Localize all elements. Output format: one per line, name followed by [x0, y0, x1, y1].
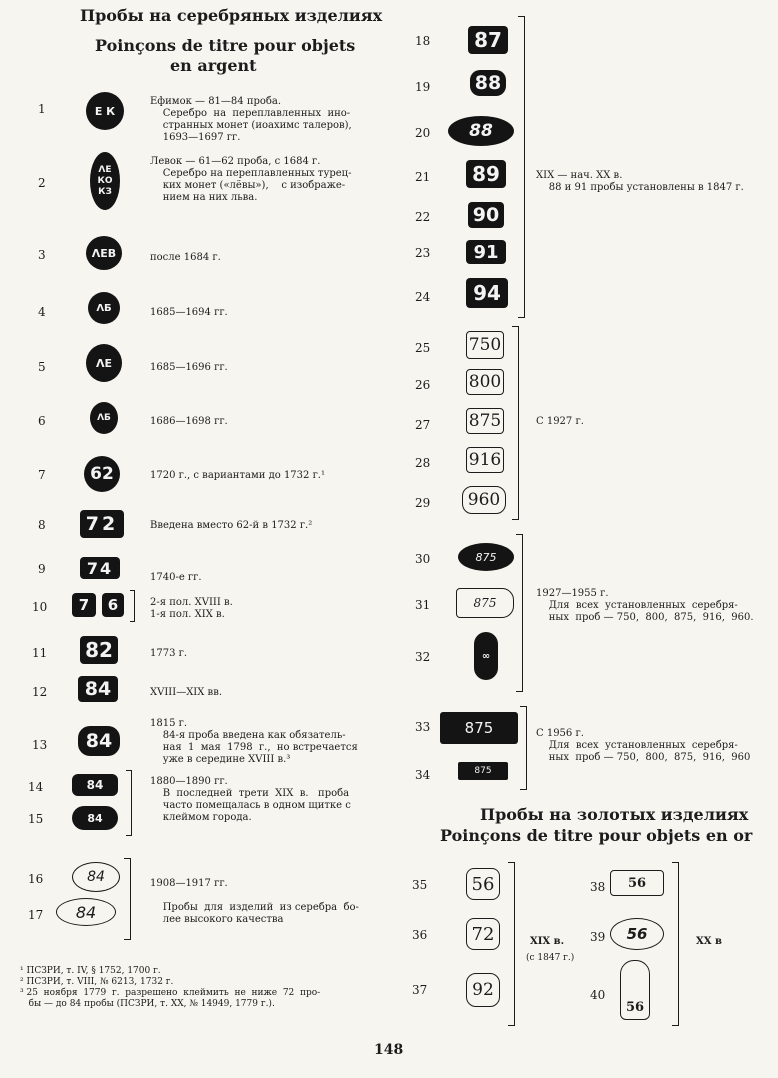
hallmark-88: 88	[470, 70, 506, 96]
entry-description: 1720 г., с вариантами до 1732 г.¹	[150, 470, 325, 481]
group-bracket	[672, 862, 679, 1026]
group-description: XX в	[696, 936, 722, 947]
entry-description: 1815 г. 84-я проба введена как обязатель- ная 1 мая 1798 г., но встречается уже в середине XVIII в.³	[150, 718, 358, 765]
entry-number: 29	[415, 496, 431, 510]
hallmark-84-rounded: 84	[78, 726, 120, 756]
group-description: (с 1847 г.)	[526, 953, 575, 963]
hallmark-87: 87	[468, 26, 508, 54]
hallmark-875-worker-head: 875	[456, 588, 514, 618]
entry-description: 1773 г.	[150, 648, 188, 659]
entry-number: 31	[415, 598, 431, 612]
entry-number: 36	[412, 928, 428, 942]
entry-number: 34	[415, 768, 431, 782]
entry-number: 27	[415, 418, 431, 432]
silver-title-ru: Пробы на серебряных изделиях	[80, 6, 383, 25]
entry-number: 1	[38, 102, 46, 116]
entry-number: 7	[38, 468, 46, 482]
hallmark-6: 6	[102, 593, 124, 617]
hallmark-92-gold: 92	[466, 973, 500, 1007]
group-description: С 1956 г. Для всех установленных серебря- ных проб — 750, 800, 875, 916, 960	[536, 728, 751, 763]
group-description: XIX в.	[530, 936, 565, 947]
group-bracket	[516, 534, 523, 692]
hallmark-lb: ΛБ	[88, 292, 120, 324]
hallmark-le: ΛЕ	[86, 344, 122, 382]
entry-number: 16	[28, 872, 44, 886]
page-number: 148	[374, 1042, 404, 1058]
hallmark-960: 960	[462, 486, 506, 514]
entry-number: 40	[590, 988, 606, 1002]
group-bracket	[124, 858, 131, 940]
entry-description: 1908—1917 гг. Пробы для изделий из серебра бо- лее высокого качества	[150, 878, 359, 925]
entry-number: 15	[28, 812, 44, 826]
entry-description: после 1684 г.	[150, 252, 221, 263]
entry-description: Ефимок — 81—84 проба. Серебро на переплавленных ино- странных монет (иоахимс талеров), 1693—1697 гг.	[150, 96, 352, 143]
group-bracket	[130, 590, 135, 622]
hallmark-91: 91	[466, 240, 506, 264]
entry-number: 4	[38, 305, 46, 319]
entry-number: 6	[38, 414, 46, 428]
group-description: 1927—1955 г. Для всех установленных серебря- ных проб — 750, 800, 875, 916, 960.	[536, 588, 754, 623]
gold-title-fr: Poinçons de titre pour objets en or	[440, 826, 753, 845]
entry-number: 24	[415, 290, 431, 304]
hallmark-875-star: 875	[440, 712, 518, 744]
entry-number: 18	[415, 34, 431, 48]
entry-description: 1880—1890 гг. В последней трети XIX в. проба часто помещалась в одном щитке с клеймом города.	[150, 776, 351, 823]
hallmark-84: 84	[78, 676, 118, 702]
group-description: С 1927 г.	[536, 416, 584, 427]
entry-number: 11	[32, 646, 48, 660]
hallmark-56-vertical-head: 56	[620, 960, 650, 1020]
entry-number: 20	[415, 126, 431, 140]
hallmark-efimok: Е К	[86, 92, 124, 130]
entry-number: 14	[28, 780, 44, 794]
entry-description: Введена вместо 62-й в 1732 г.²	[150, 520, 313, 531]
entry-number: 21	[415, 170, 431, 184]
entry-description: 1685—1694 гг.	[150, 307, 228, 318]
entry-number: 2	[38, 176, 46, 190]
hallmark-84-oval-city: 84	[72, 806, 118, 830]
hallmark-875-oval-head: 875	[458, 543, 514, 571]
entry-description: 1685—1696 гг.	[150, 362, 228, 373]
entry-description: 1686—1698 гг.	[150, 416, 228, 427]
entry-number: 33	[415, 720, 431, 734]
entry-number: 12	[32, 685, 48, 699]
hallmark-84-kokoshnik-long: 84	[56, 898, 116, 926]
entry-number: 39	[590, 930, 606, 944]
silver-title-fr-2: en argent	[170, 56, 257, 75]
hallmark-875-star-small: 875	[458, 762, 508, 780]
entry-description: XVIII—XIX вв.	[150, 687, 222, 698]
entry-number: 23	[415, 246, 431, 260]
entry-number: 3	[38, 248, 46, 262]
entry-number: 22	[415, 210, 431, 224]
entry-description: Левок — 61—62 проба, с 1684 г. Серебро на переплавленных турец- ких монет («лёвы»), с изображе- нием на них льва.	[150, 156, 352, 203]
entry-number: 25	[415, 341, 431, 355]
hallmark-82: 82	[80, 636, 118, 664]
hallmark-916: 916	[466, 447, 504, 473]
entry-number: 38	[590, 880, 606, 894]
hallmark-56: 56	[466, 868, 500, 900]
hallmark-750: 750	[466, 331, 504, 359]
entry-number: 19	[415, 80, 431, 94]
entry-number: 30	[415, 552, 431, 566]
silver-title-fr-1: Poinçons de titre pour objets	[95, 36, 356, 55]
entry-number: 32	[415, 650, 431, 664]
hallmark-88-oval: 88	[448, 116, 514, 146]
entry-number: 17	[28, 908, 44, 922]
entry-number: 26	[415, 378, 431, 392]
hallmark-levok: ΛЕ КО КЗ	[90, 152, 120, 210]
hallmark-84-kokoshnik: 84	[72, 862, 120, 892]
hallmark-56-oval-head: 56	[610, 918, 664, 950]
group-bracket	[508, 862, 515, 1026]
hallmark-800: 800	[466, 369, 504, 395]
group-description: XIX — нач. XX в. 88 и 91 пробы установлены в 1847 г.	[536, 170, 744, 193]
entry-number: 10	[32, 600, 48, 614]
entry-number: 5	[38, 360, 46, 374]
group-bracket	[126, 770, 132, 836]
entry-number: 37	[412, 983, 428, 997]
hallmark-62: 62	[84, 456, 120, 492]
hallmark-74: 74	[80, 557, 120, 579]
entry-description: 1740-е гг.	[150, 572, 202, 583]
entry-number: 28	[415, 456, 431, 470]
hallmark-72-gold: 72	[466, 918, 500, 950]
group-bracket	[518, 16, 525, 318]
hallmark-84-city-shield: 84	[72, 774, 118, 796]
footnotes: ¹ ПСЗРИ, т. IV, § 1752, 1700 г. ² ПСЗРИ, т. VIII, № 6213, 1732 г. ³ 25 ноября 1779 г. разрешено клеймить не ниже 72 про- бы — до 84 пробы (ПСЗРИ, т. XX, № 14949, 1779 г.).	[20, 966, 321, 1009]
hallmark-vertical-head: ∞	[474, 632, 498, 680]
hallmark-7: 7	[72, 593, 96, 617]
hallmark-lev: ΛЕВ	[86, 236, 122, 270]
gold-title-ru: Пробы на золотых изделиях	[480, 805, 749, 824]
hallmark-lb-small: ΛБ	[90, 402, 118, 434]
entry-number: 8	[38, 518, 46, 532]
hallmark-72: 72	[80, 510, 124, 538]
hallmark-94: 94	[466, 278, 508, 308]
hallmark-56-kokoshnik: 56	[610, 870, 664, 896]
hallmark-89: 89	[466, 160, 506, 188]
group-bracket	[512, 326, 519, 520]
hallmark-90: 90	[468, 202, 504, 228]
group-bracket	[520, 706, 527, 790]
entry-number: 13	[32, 738, 48, 752]
hallmark-875: 875	[466, 408, 504, 434]
entry-number: 9	[38, 562, 46, 576]
entry-number: 35	[412, 878, 428, 892]
entry-description: 2-я пол. XVIII в. 1-я пол. XIX в.	[150, 597, 233, 620]
